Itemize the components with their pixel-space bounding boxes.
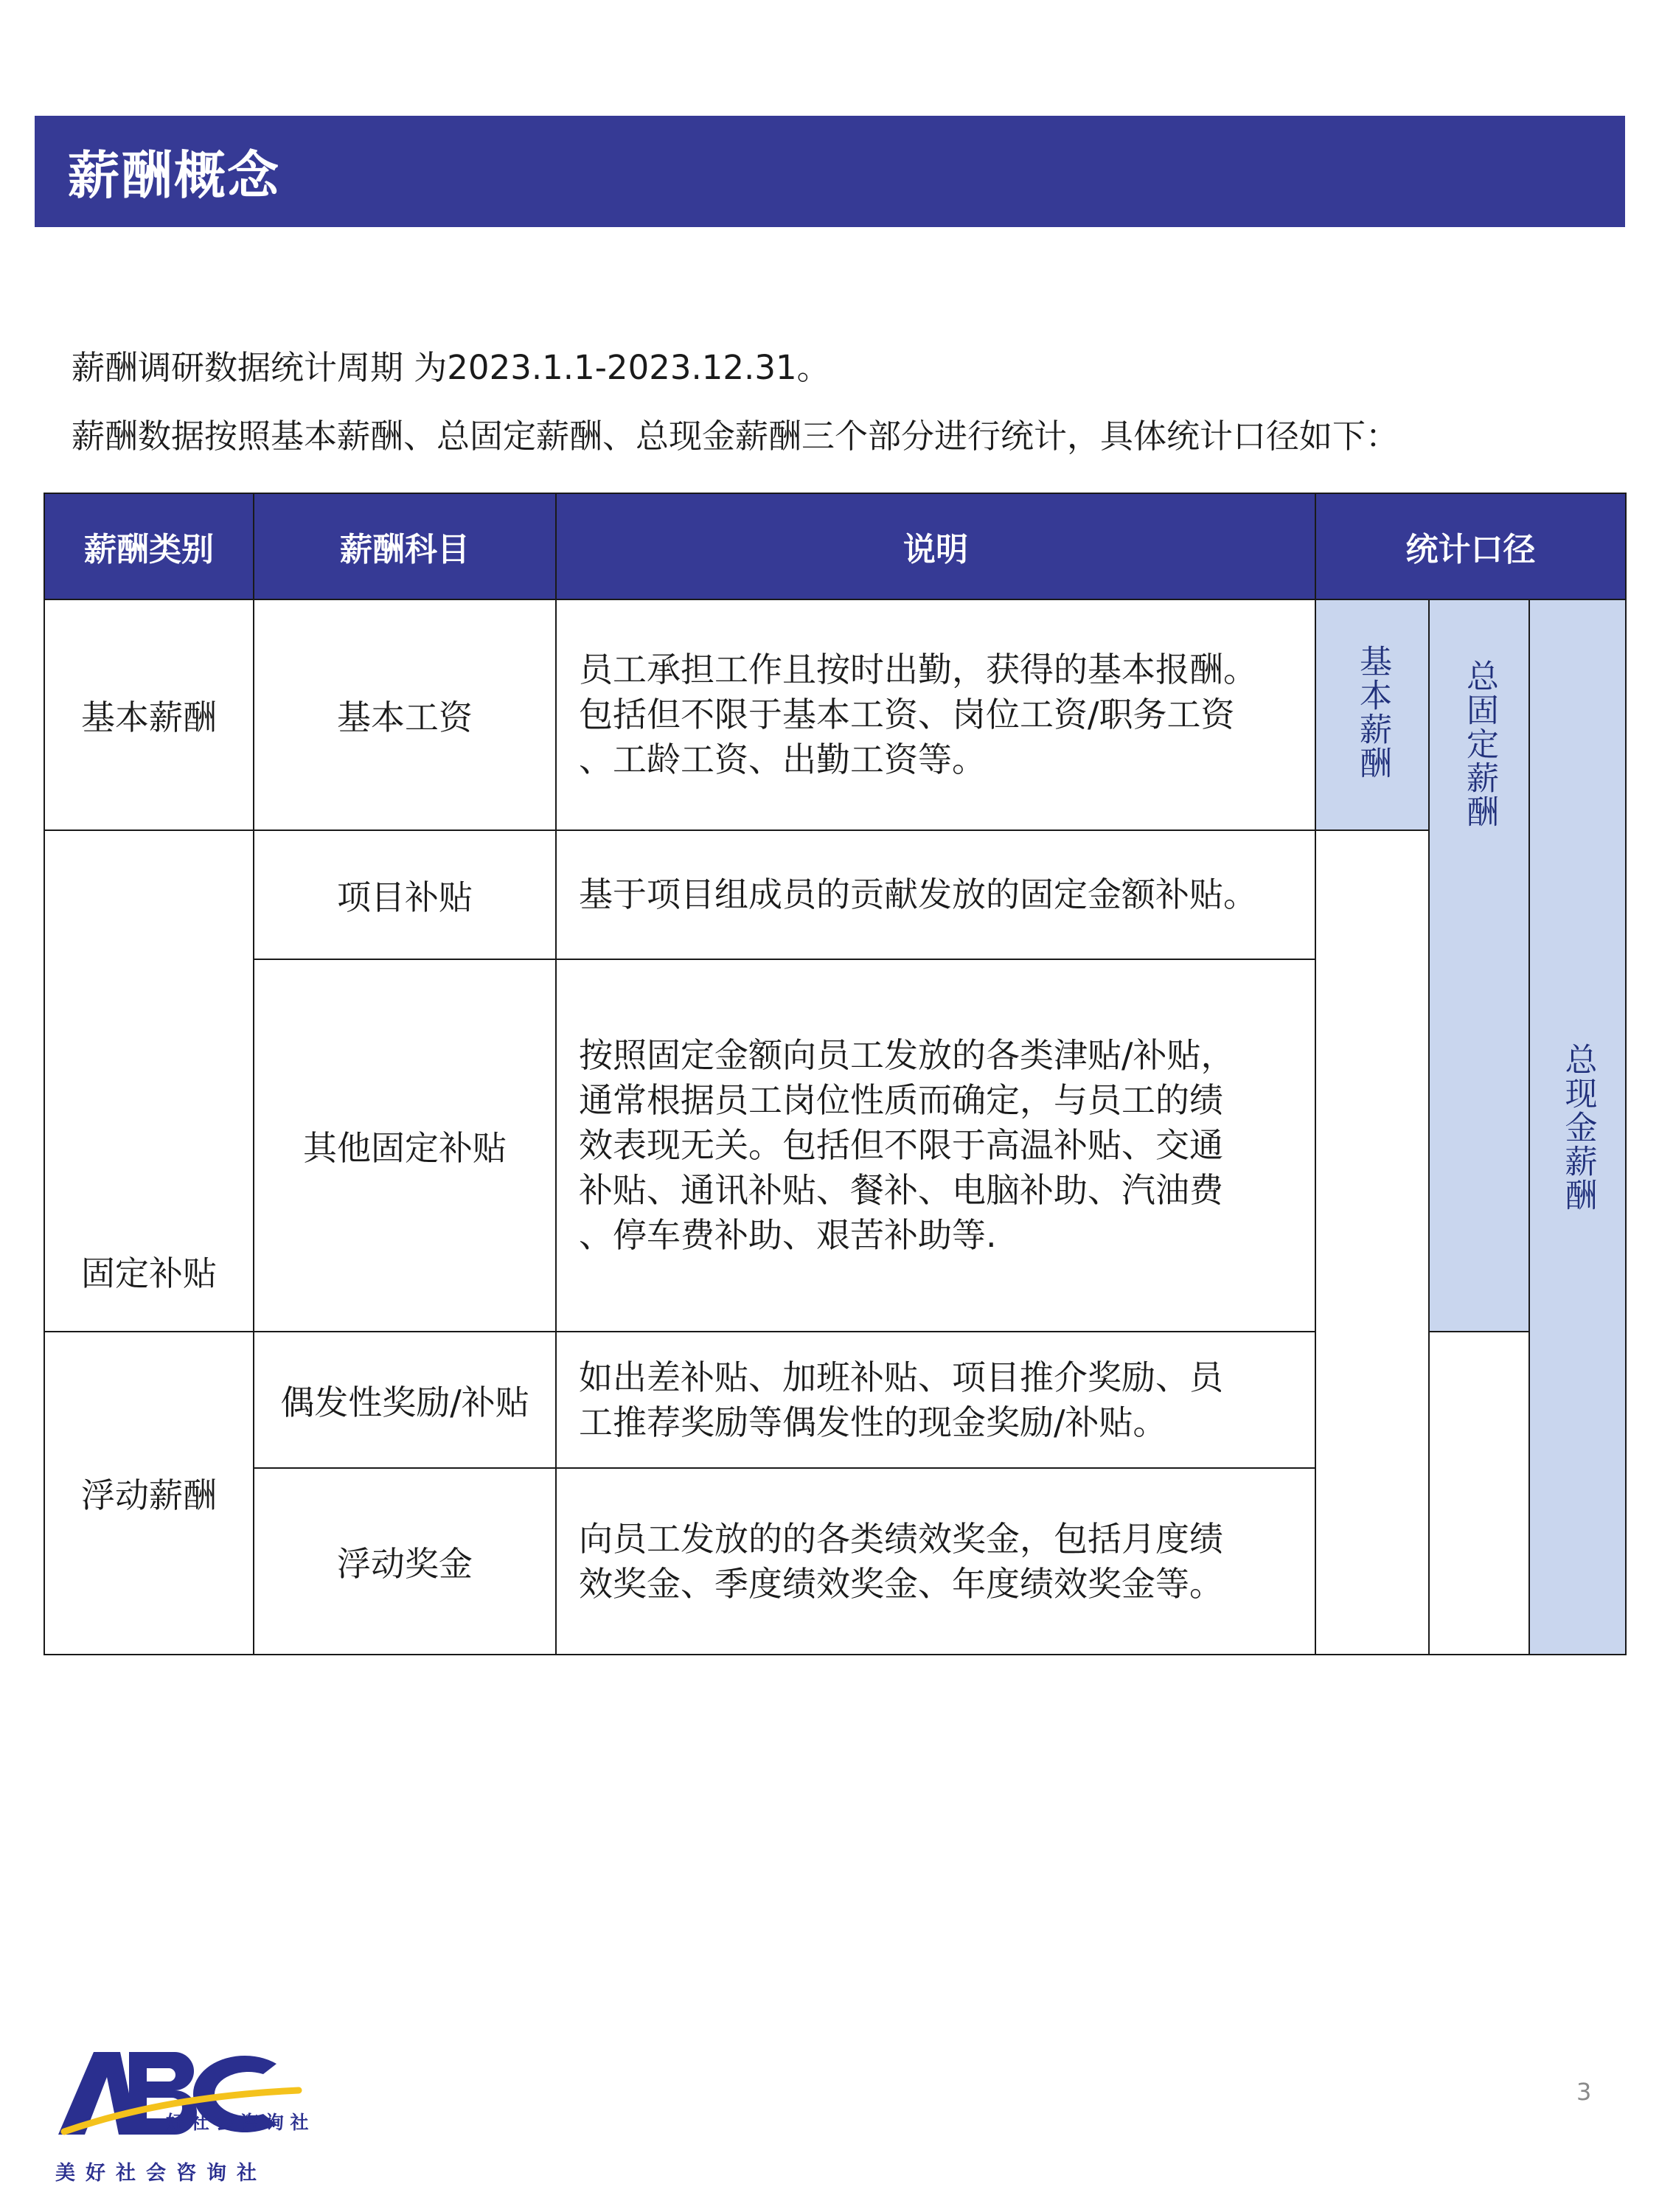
description-line: 向员工发放的的各类绩效奖金，包括月度绩 bbox=[579, 1518, 1223, 1559]
description-cell bbox=[556, 959, 1315, 1332]
header-description: 说明 bbox=[556, 493, 1315, 599]
description-line: 补贴、通讯补贴、餐补、电脑补助、汽油费 bbox=[579, 1170, 1223, 1210]
description-cell bbox=[556, 830, 1315, 959]
item-cell: 基本工资 bbox=[254, 599, 556, 830]
scope-basic bbox=[1315, 599, 1429, 830]
category-basic: 基本薪酬 bbox=[44, 599, 254, 830]
scope-cash-total bbox=[1529, 599, 1626, 1655]
description-cell bbox=[556, 1468, 1315, 1655]
scope-fixed-total-label: 总固定薪酬 bbox=[1461, 659, 1498, 829]
description-line: 基于项目组成员的贡献发放的固定金额补贴。 bbox=[579, 874, 1257, 914]
category-fixed-label: 固定补贴 bbox=[81, 1253, 217, 1293]
description-line: 包括但不限于基本工资、岗位工资/职务工资 bbox=[579, 695, 1235, 734]
description-cell bbox=[556, 599, 1315, 830]
scope-blank-cell bbox=[1429, 1332, 1529, 1655]
scope-fixed-total bbox=[1429, 599, 1529, 1332]
table-row bbox=[44, 830, 1626, 959]
item-cell: 偶发性奖励/补贴 bbox=[254, 1332, 556, 1468]
intro-period-text: 薪酬调研数据统计周期 为2023.1.1-2023.12.31。 bbox=[72, 348, 830, 387]
scope-basic-label: 基本薪酬 bbox=[1354, 644, 1391, 780]
logo-small-text: 好 社 会 咨 询 社 bbox=[166, 2112, 309, 2133]
description-line: 工推荐奖励等偶发性的现金奖励/补贴。 bbox=[579, 1402, 1167, 1442]
header-item: 薪酬科目 bbox=[254, 493, 556, 599]
logo-tagline: 美好社会咨询社 bbox=[55, 2162, 267, 2185]
description-line: 按照固定金额向员工发放的各类津贴/补贴， bbox=[579, 1035, 1235, 1075]
section-title-bar bbox=[35, 116, 1625, 227]
item-cell: 项目补贴 bbox=[254, 830, 556, 959]
header-scope: 统计口径 bbox=[1315, 493, 1626, 599]
category-fixed bbox=[44, 830, 254, 1332]
intro-scope-text: 薪酬数据按照基本薪酬、总固定薪酬、总现金薪酬三个部分进行统计，具体统计口径如下： bbox=[72, 417, 1399, 456]
header-category: 薪酬类别 bbox=[44, 493, 254, 599]
description-cell bbox=[556, 1332, 1315, 1468]
compensation-table-wrapper bbox=[44, 493, 1625, 1655]
table-header-row bbox=[44, 493, 1626, 599]
scope-blank-cell bbox=[1315, 830, 1429, 1655]
item-cell: 其他固定补贴 bbox=[254, 959, 556, 1332]
scope-cash-total-label: 总现金薪酬 bbox=[1559, 1043, 1597, 1212]
category-floating: 浮动薪酬 bbox=[44, 1332, 254, 1655]
item-cell: 浮动奖金 bbox=[254, 1468, 556, 1655]
page-title: 薪酬概念 bbox=[68, 145, 280, 206]
compensation-table bbox=[44, 493, 1627, 1655]
table-row bbox=[44, 599, 1626, 830]
description-line: 效表现无关。包括但不限于高温补贴、交通 bbox=[579, 1125, 1223, 1165]
description-line: 通常根据员工岗位性质而确定，与员工的绩 bbox=[579, 1080, 1223, 1120]
description-line: 效奖金、季度绩效奖金、年度绩效奖金等。 bbox=[579, 1563, 1223, 1604]
description-line: 如出差补贴、加班补贴、项目推介奖励、员 bbox=[579, 1357, 1223, 1397]
description-line: 、工龄工资、出勤工资等。 bbox=[579, 740, 986, 779]
page-number: 3 bbox=[1576, 2078, 1592, 2106]
description-line: 员工承担工作且按时出勤，获得的基本报酬。 bbox=[579, 650, 1257, 689]
description-line: 、停车费补助、艰苦补助等. bbox=[579, 1215, 997, 1255]
